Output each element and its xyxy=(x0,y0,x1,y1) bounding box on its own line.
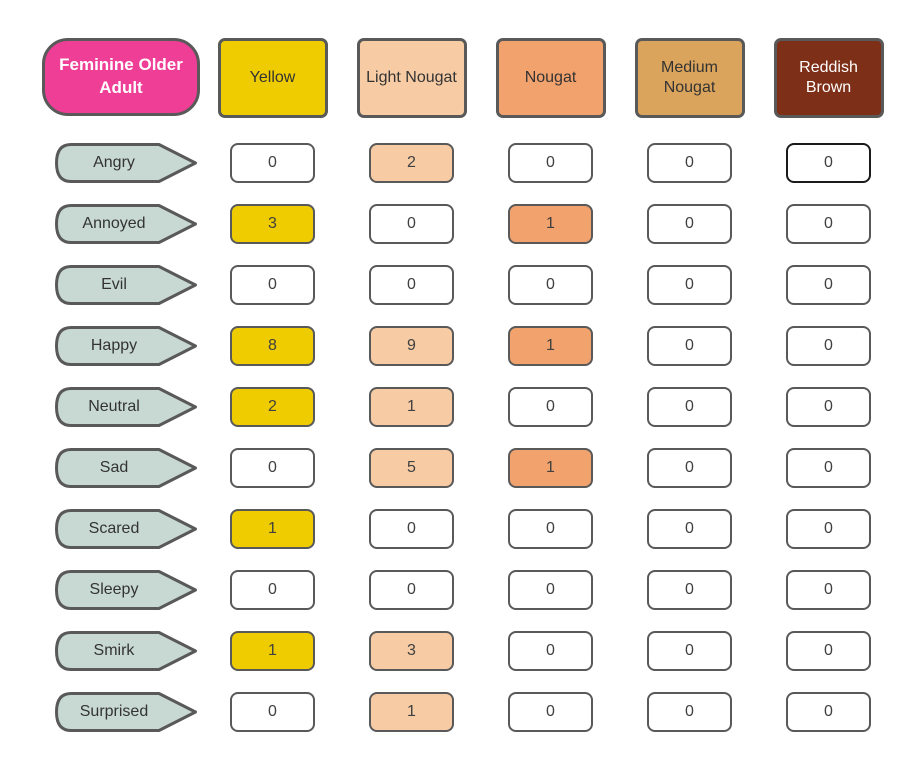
count-value: 0 xyxy=(546,702,555,720)
cell-annoyed-nougat xyxy=(508,204,593,244)
cell-wrap xyxy=(481,559,620,620)
cell-wrap xyxy=(759,681,898,742)
count-value: 0 xyxy=(268,580,277,598)
cell-evil-reddish-brown xyxy=(786,265,871,305)
cell-happy-reddish-brown xyxy=(786,326,871,366)
cell-wrap xyxy=(203,376,342,437)
cell-happy-medium-nougat xyxy=(647,326,732,366)
cell-wrap xyxy=(481,254,620,315)
count-value: 2 xyxy=(407,153,416,171)
cell-surprised-medium-nougat xyxy=(647,692,732,732)
column-header-medium-nougat xyxy=(635,38,745,118)
count-value: 9 xyxy=(407,336,416,354)
cell-wrap xyxy=(759,620,898,681)
cell-wrap xyxy=(481,193,620,254)
row-label-sleepy xyxy=(55,570,197,610)
cell-wrap xyxy=(481,437,620,498)
cell-wrap xyxy=(481,620,620,681)
cell-wrap xyxy=(620,376,759,437)
count-value: 1 xyxy=(268,641,277,659)
cell-wrap xyxy=(342,376,481,437)
cell-wrap xyxy=(342,620,481,681)
count-value: 0 xyxy=(824,153,833,171)
cell-wrap xyxy=(481,315,620,376)
count-value: 0 xyxy=(268,702,277,720)
cell-neutral-reddish-brown xyxy=(786,387,871,427)
cell-wrap xyxy=(759,559,898,620)
cell-surprised-yellow xyxy=(230,692,315,732)
cell-sad-yellow xyxy=(230,448,315,488)
column-header-label: Medium Nougat xyxy=(661,59,718,96)
cell-sleepy-light-nougat xyxy=(369,570,454,610)
row-label-evil xyxy=(55,265,197,305)
cell-wrap xyxy=(203,193,342,254)
count-value: 0 xyxy=(685,641,694,659)
cell-wrap xyxy=(342,681,481,742)
cell-wrap xyxy=(342,315,481,376)
count-value: 0 xyxy=(824,641,833,659)
row-label-neutral xyxy=(55,387,197,427)
cell-scared-nougat xyxy=(508,509,593,549)
cell-sleepy-reddish-brown xyxy=(786,570,871,610)
cell-smirk-yellow xyxy=(230,631,315,671)
matrix-body xyxy=(40,132,922,742)
count-value: 0 xyxy=(824,214,833,232)
row-label-happy xyxy=(55,326,197,366)
cell-wrap xyxy=(203,620,342,681)
count-value: 3 xyxy=(407,641,416,659)
count-value: 0 xyxy=(407,275,416,293)
cell-wrap xyxy=(620,193,759,254)
cell-angry-light-nougat xyxy=(369,143,454,183)
cell-neutral-yellow xyxy=(230,387,315,427)
count-value: 0 xyxy=(685,153,694,171)
cell-surprised-reddish-brown xyxy=(786,692,871,732)
count-value: 0 xyxy=(824,702,833,720)
cell-happy-nougat xyxy=(508,326,593,366)
cell-scared-reddish-brown xyxy=(786,509,871,549)
cell-wrap xyxy=(342,193,481,254)
header-row xyxy=(40,38,922,118)
cell-sleepy-nougat xyxy=(508,570,593,610)
row-label-smirk xyxy=(55,631,197,671)
count-value: 8 xyxy=(268,336,277,354)
cell-evil-nougat xyxy=(508,265,593,305)
count-value: 0 xyxy=(546,153,555,171)
count-value: 3 xyxy=(268,214,277,232)
count-value: 0 xyxy=(407,214,416,232)
cell-smirk-medium-nougat xyxy=(647,631,732,671)
cell-wrap xyxy=(203,132,342,193)
row-label-text: Annoyed xyxy=(82,214,146,232)
count-value: 0 xyxy=(685,336,694,354)
row-label-surprised xyxy=(55,692,197,732)
cell-wrap xyxy=(759,132,898,193)
cell-happy-light-nougat xyxy=(369,326,454,366)
count-value: 0 xyxy=(824,275,833,293)
cell-wrap xyxy=(481,132,620,193)
count-value: 0 xyxy=(546,580,555,598)
cell-sad-nougat xyxy=(508,448,593,488)
cell-sleepy-yellow xyxy=(230,570,315,610)
cell-wrap xyxy=(759,254,898,315)
column-header-label: Nougat xyxy=(524,69,577,86)
row-label-text: Evil xyxy=(101,275,127,293)
cell-smirk-light-nougat xyxy=(369,631,454,671)
cell-wrap xyxy=(342,498,481,559)
cell-smirk-nougat xyxy=(508,631,593,671)
row-label-text: Neutral xyxy=(88,397,140,415)
cell-sleepy-medium-nougat xyxy=(647,570,732,610)
count-value: 0 xyxy=(824,397,833,415)
cell-wrap xyxy=(620,437,759,498)
row-label-text: Scared xyxy=(88,519,140,537)
cell-surprised-nougat xyxy=(508,692,593,732)
cell-wrap xyxy=(481,498,620,559)
cell-wrap xyxy=(620,620,759,681)
cell-wrap xyxy=(620,498,759,559)
cell-evil-medium-nougat xyxy=(647,265,732,305)
row-label-text: Surprised xyxy=(79,702,149,720)
cell-wrap xyxy=(203,681,342,742)
cell-neutral-medium-nougat xyxy=(647,387,732,427)
cell-wrap xyxy=(620,559,759,620)
cell-surprised-light-nougat xyxy=(369,692,454,732)
count-value: 0 xyxy=(407,580,416,598)
count-value: 0 xyxy=(546,641,555,659)
cell-neutral-nougat xyxy=(508,387,593,427)
cell-wrap xyxy=(203,437,342,498)
count-value: 0 xyxy=(268,458,277,476)
count-value: 0 xyxy=(824,336,833,354)
count-value: 0 xyxy=(546,397,555,415)
count-value: 0 xyxy=(407,519,416,537)
row-label-text: Happy xyxy=(90,336,138,354)
cell-scared-yellow xyxy=(230,509,315,549)
row-label-sad xyxy=(55,448,197,488)
cell-happy-yellow xyxy=(230,326,315,366)
count-value: 0 xyxy=(824,580,833,598)
column-header-light-nougat xyxy=(357,38,467,118)
cell-wrap xyxy=(203,559,342,620)
count-value: 0 xyxy=(824,519,833,537)
cell-wrap xyxy=(759,498,898,559)
count-value: 0 xyxy=(685,397,694,415)
cell-wrap xyxy=(203,315,342,376)
title-cell xyxy=(40,38,203,118)
row-label-text: Angry xyxy=(93,153,135,171)
count-value: 1 xyxy=(268,519,277,537)
column-header-yellow xyxy=(218,38,328,118)
row-label-text: Sad xyxy=(99,458,129,476)
cell-angry-medium-nougat xyxy=(647,143,732,183)
cell-wrap xyxy=(342,559,481,620)
title-pill-label: Feminine Older Adult xyxy=(59,55,183,97)
cell-scared-medium-nougat xyxy=(647,509,732,549)
cell-wrap xyxy=(342,132,481,193)
cell-wrap xyxy=(481,376,620,437)
row-label-annoyed xyxy=(55,204,197,244)
cell-angry-nougat xyxy=(508,143,593,183)
title-pill xyxy=(42,38,200,116)
cell-wrap xyxy=(203,498,342,559)
count-value: 0 xyxy=(268,153,277,171)
cell-wrap xyxy=(342,437,481,498)
cell-wrap xyxy=(481,681,620,742)
count-value: 1 xyxy=(546,336,555,354)
count-value: 0 xyxy=(685,519,694,537)
count-value: 0 xyxy=(685,702,694,720)
row-label-scared xyxy=(55,509,197,549)
column-header-label: Reddish Brown xyxy=(799,59,858,96)
cell-evil-light-nougat xyxy=(369,265,454,305)
cell-wrap xyxy=(759,376,898,437)
count-value: 0 xyxy=(546,519,555,537)
cell-evil-yellow xyxy=(230,265,315,305)
cell-annoyed-reddish-brown xyxy=(786,204,871,244)
column-header-label: Light Nougat xyxy=(366,69,457,86)
cell-wrap xyxy=(759,437,898,498)
cell-wrap xyxy=(620,681,759,742)
count-value: 1 xyxy=(407,397,416,415)
cell-sad-reddish-brown xyxy=(786,448,871,488)
count-value: 1 xyxy=(546,458,555,476)
count-value: 0 xyxy=(268,275,277,293)
cell-scared-light-nougat xyxy=(369,509,454,549)
column-header-label: Yellow xyxy=(249,69,296,86)
row-label-text: Sleepy xyxy=(89,580,139,598)
row-label-angry xyxy=(55,143,197,183)
cell-wrap xyxy=(620,254,759,315)
count-value: 0 xyxy=(685,214,694,232)
cell-annoyed-medium-nougat xyxy=(647,204,732,244)
column-header-nougat xyxy=(496,38,606,118)
cell-angry-reddish-brown xyxy=(786,143,871,183)
cell-neutral-light-nougat xyxy=(369,387,454,427)
count-value: 5 xyxy=(407,458,416,476)
count-value: 0 xyxy=(685,275,694,293)
cell-wrap xyxy=(342,254,481,315)
cell-wrap xyxy=(203,254,342,315)
cell-angry-yellow xyxy=(230,143,315,183)
count-value: 1 xyxy=(546,214,555,232)
cell-annoyed-light-nougat xyxy=(369,204,454,244)
count-value: 0 xyxy=(546,275,555,293)
cell-wrap xyxy=(620,315,759,376)
cell-annoyed-yellow xyxy=(230,204,315,244)
cell-smirk-reddish-brown xyxy=(786,631,871,671)
cell-wrap xyxy=(759,193,898,254)
count-value: 2 xyxy=(268,397,277,415)
column-header-reddish-brown xyxy=(774,38,884,118)
count-value: 0 xyxy=(685,458,694,476)
cell-wrap xyxy=(620,132,759,193)
cell-wrap xyxy=(759,315,898,376)
row-label-text: Smirk xyxy=(93,641,135,659)
cell-sad-medium-nougat xyxy=(647,448,732,488)
count-value: 0 xyxy=(685,580,694,598)
count-value: 1 xyxy=(407,702,416,720)
cell-sad-light-nougat xyxy=(369,448,454,488)
count-value: 0 xyxy=(824,458,833,476)
